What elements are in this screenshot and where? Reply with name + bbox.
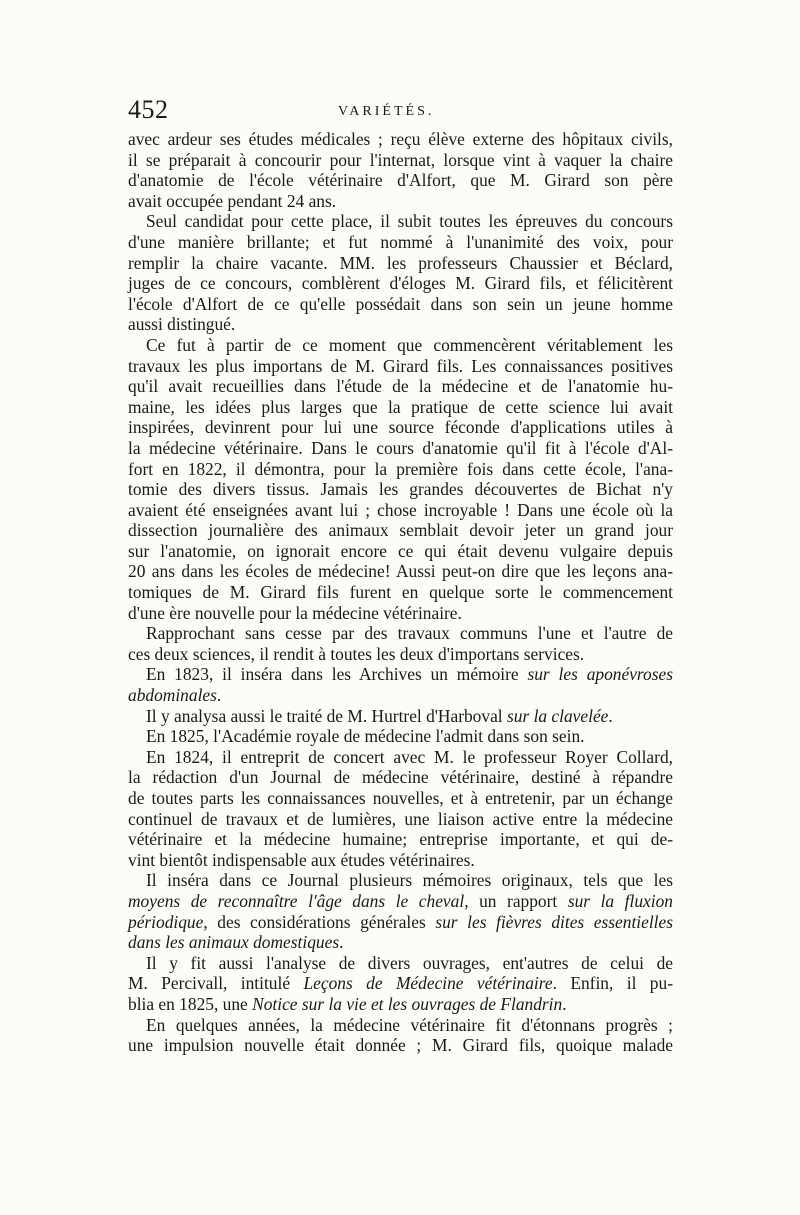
text-line: Seul candidat pour cette place, il subit toutes les épreuves du concours xyxy=(146,211,673,232)
italic-title: sur les aponévroses xyxy=(527,664,673,685)
text-run: , un rapport xyxy=(464,890,568,911)
text-line: remplir la chaire vacante. MM. les professeurs Chaussier et Béclard, xyxy=(128,252,673,273)
text-line xyxy=(128,973,673,994)
page-number: 452 xyxy=(128,95,169,124)
running-head: VARIÉTÉS. xyxy=(338,104,435,119)
text-line: En 1825, l'Académie royale de médecine l'admit dans son sein. xyxy=(146,726,585,747)
text-line: qu'il avait recueillies dans l'étude de la médecine et de l'anatomie hu- xyxy=(128,376,673,397)
text-line: Il inséra dans ce Journal plusieurs mémoires originaux, tels que les xyxy=(146,870,673,891)
text-line: fort en 1822, il démontra, pour la première fois dans cette école, l'ana- xyxy=(128,458,673,479)
text-run: , des considérations générales xyxy=(203,911,436,932)
text-line xyxy=(128,891,673,912)
text-line: vint bientôt indispensable aux études vétérinaires. xyxy=(128,849,475,870)
text-line: travaux les plus importans de M. Girard fils. Les connaissances positives xyxy=(128,355,673,376)
text-run: M. Percivall, intitulé xyxy=(128,973,304,994)
page-header xyxy=(128,95,673,125)
text-line: En 1824, il entreprit de concert avec M. le professeur Royer Collard, xyxy=(146,746,673,767)
text-line xyxy=(128,912,673,933)
text-line: 20 ans dans les écoles de médecine! Aussi peut-on dire que les leçons ana- xyxy=(128,561,673,582)
text-line xyxy=(128,685,673,706)
italic-title: sur la clavelée xyxy=(506,705,609,726)
text-run: En 1823, il inséra dans les Archives un mémoire xyxy=(146,664,528,685)
text-line: d'une ère nouvelle pour la médecine vétérinaire. xyxy=(128,602,462,623)
text-run: . xyxy=(216,685,222,706)
text-line: sur l'anatomie, on ignorait encore ce qui était devenu vulgaire depuis xyxy=(128,540,673,561)
text-line xyxy=(128,706,673,727)
text-line xyxy=(128,664,673,685)
text-line: d'une manière brillante; et fut nommé à l'unanimité des voix, pour xyxy=(128,231,673,252)
text-line: juges de ce concours, comblèrent d'éloges M. Girard fils, et félicitèrent xyxy=(128,273,673,294)
text-line: avait occupée pendant 24 ans. xyxy=(128,190,337,211)
italic-title: périodique xyxy=(128,911,204,932)
text-run: . Enfin, il pu- xyxy=(552,973,673,994)
text-line: la médecine vétérinaire. Dans le cours d'anatomie qu'il fit à l'école d'Al- xyxy=(128,437,673,458)
italic-title: sur la fluxion xyxy=(567,890,673,911)
text-line: inspirées, devinrent pour lui une source féconde d'applications utiles à xyxy=(128,417,673,438)
text-run: . xyxy=(339,932,344,953)
text-line: Ce fut à partir de ce moment que commencèrent véritablement les xyxy=(146,334,673,355)
italic-title: dans les animaux domestiques xyxy=(128,932,340,953)
italic-title: moyens de reconnaître l'âge dans le cheval xyxy=(128,890,465,911)
text-line: Il y fit aussi l'analyse de divers ouvrages, ent'autres de celui de xyxy=(146,952,673,973)
text-line: d'anatomie de l'école vétérinaire d'Alfort, que M. Girard son père xyxy=(128,170,673,191)
text-run: . xyxy=(562,993,567,1014)
text-line: ces deux sciences, il rendit à toutes les deux d'importans services. xyxy=(128,643,585,664)
italic-title: sur les fièvres dites essentielles xyxy=(435,911,673,932)
text-line: une impulsion nouvelle était donnée ; M. Girard fils, quoique malade xyxy=(128,1035,673,1056)
italic-title: Notice sur la vie et les ouvrages de Flandrin xyxy=(252,993,563,1014)
text-line: vétérinaire et la médecine humaine; entreprise importante, et qui de- xyxy=(128,829,673,850)
text-run: blia en 1825, une xyxy=(128,993,253,1014)
text-line: aussi distingué. xyxy=(128,314,236,335)
text-run: Il y analysa aussi le traité de M. Hurtrel d'Harboval xyxy=(146,705,507,726)
text-line: avec ardeur ses études médicales ; reçu élève externe des hôpitaux civils, xyxy=(128,129,673,149)
text-line: En quelques années, la médecine vétérinaire fit d'étonnans progrès ; xyxy=(146,1014,673,1035)
text-line: l'école d'Alfort de ce qu'elle possédait dans son sein un jeune homme xyxy=(128,293,673,314)
text-line: continuel de travaux et de lumières, une liaison active entre la médecine xyxy=(128,808,673,829)
text-line: tomiques de M. Girard fils furent en quelque sorte le commencement xyxy=(128,582,673,603)
text-line xyxy=(128,932,673,953)
text-run: . xyxy=(608,705,613,726)
text-line: avaient été enseignées avant lui ; chose incroyable ! Dans une école où la xyxy=(128,499,673,520)
text-line xyxy=(128,994,673,1015)
italic-title: Leçons de Médecine vétérinaire xyxy=(303,973,553,994)
text-line: dissection journalière des animaux semblait devoir jeter un grand jour xyxy=(128,520,673,541)
text-line: la rédaction d'un Journal de médecine vétérinaire, destiné à répandre xyxy=(128,767,673,788)
text-line: tomie des divers tissus. Jamais les grandes découvertes de Bichat n'y xyxy=(128,479,673,500)
text-line: Rapprochant sans cesse par des travaux communs l'une et l'autre de xyxy=(146,623,673,644)
body-text xyxy=(128,129,673,1056)
italic-title: abdominales xyxy=(128,685,217,706)
text-line: maine, les idées plus larges que la pratique de cette science lui avait xyxy=(128,396,673,417)
text-line: de toutes parts les connaissances nouvelles, et à entretenir, par un échange xyxy=(128,788,673,808)
text-line: il se préparait à concourir pour l'internat, lorsque vint à vaquer la chaire xyxy=(128,149,673,170)
